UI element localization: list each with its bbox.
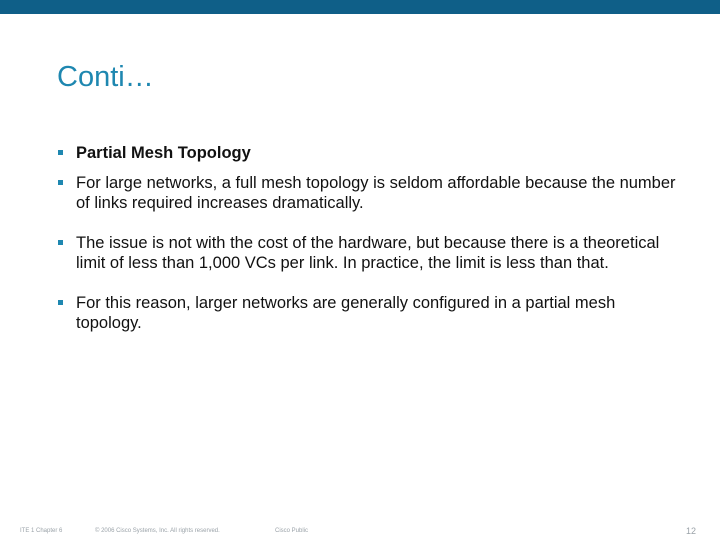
- square-bullet-icon: [58, 180, 63, 185]
- bullet-text: Partial Mesh Topology: [76, 144, 251, 162]
- bullet-text: For large networks, a full mesh topology is seldom affordable because the number of links required increases dramatically.: [76, 174, 676, 212]
- square-bullet-icon: [58, 300, 63, 305]
- slide-footer: [0, 528, 720, 540]
- bullet-text: The issue is not with the cost of the hardware, but because there is a theoretical limit of less than 1,000 VCs per link. In practice, the limit is less than that.: [76, 234, 660, 272]
- top-bar: [0, 0, 720, 14]
- bullet-item: [58, 143, 678, 163]
- bullet-item: [58, 173, 678, 213]
- slide-title: Conti…: [57, 61, 154, 93]
- square-bullet-icon: [58, 240, 63, 245]
- bullet-list: [58, 143, 678, 353]
- footer-classification: Cisco Public: [275, 528, 309, 534]
- bullet-item: [58, 233, 678, 273]
- footer-course-label: ITE 1 Chapter 6: [20, 528, 63, 534]
- page-number: 12: [686, 526, 697, 536]
- bullet-item: [58, 293, 678, 333]
- footer-copyright: © 2006 Cisco Systems, Inc. All rights reserved.: [95, 528, 220, 534]
- square-bullet-icon: [58, 150, 63, 155]
- bullet-text: For this reason, larger networks are generally configured in a partial mesh topology.: [76, 294, 616, 332]
